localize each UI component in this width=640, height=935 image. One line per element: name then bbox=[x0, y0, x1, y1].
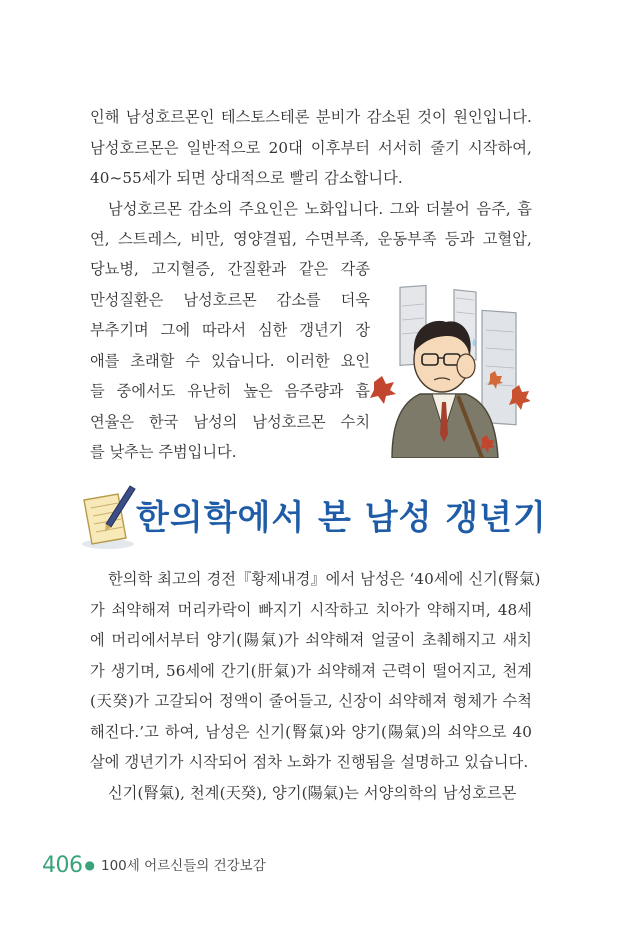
body-text-wrapped bbox=[90, 254, 370, 468]
text-line: 만성질환은 남성호르몬 감소를 더욱 bbox=[90, 290, 370, 309]
bullet-icon: ● bbox=[84, 858, 95, 872]
text-line: 에 머리에서부터 양기(陽氣)가 쇠약해져 얼굴이 초췌해지고 새치 bbox=[90, 631, 532, 649]
text-line: 연율은 한국 남성의 남성호르몬 수치 bbox=[90, 412, 370, 431]
text-line: 남성호르몬은 일반적으로 20대 이후부터 서서히 줄기 시작하여, bbox=[90, 138, 532, 157]
text-line: 남성호르몬 감소의 주요인은 노화입니다. 그와 더불어 음주, 흡 bbox=[108, 199, 532, 218]
text-line: 를 낮추는 주범입니다. bbox=[90, 443, 237, 461]
text-line: 40~55세가 되면 상대적으로 빨리 감소합니다. bbox=[90, 169, 403, 187]
text-line: 신기(腎氣), 천계(天癸), 양기(陽氣)는 서양의학의 남성호르몬 bbox=[108, 783, 517, 802]
notepad-pen-icon bbox=[78, 480, 140, 552]
text-line: 한의학 최고의 경전『황제내경』에서 남성은 ‘40세에 신기(腎氣) bbox=[108, 570, 541, 588]
page-number: 406 bbox=[42, 853, 83, 878]
text-line: (天癸)가 고갈되어 정액이 줄어들고, 신장이 쇠약해져 형체가 수척 bbox=[90, 692, 532, 710]
section-heading bbox=[78, 480, 548, 552]
text-line: 살에 갱년기가 시작되어 점차 노화가 진행됨을 설명하고 있습니다. bbox=[90, 753, 529, 771]
text-line: 당뇨병, 고지혈증, 간질환과 같은 각종 bbox=[90, 260, 370, 278]
text-line: 부추기며 그에 따라서 심한 갱년기 장 bbox=[90, 321, 370, 339]
text-line: 인해 남성호르몬인 테스토스테론 분비가 감소된 것이 원인입니다. bbox=[90, 108, 532, 126]
section-title: 한의학에서 본 남성 갱년기 bbox=[136, 498, 547, 538]
body-text-top bbox=[90, 102, 532, 255]
body-text-bottom bbox=[90, 564, 541, 808]
stressed-man-illustration bbox=[362, 262, 530, 458]
text-line: 들 중에서도 유난히 높은 음주량과 흡 bbox=[90, 382, 370, 400]
page-footer bbox=[42, 853, 266, 877]
text-line: 연, 스트레스, 비만, 영양결핍, 수면부족, 운동부족 등과 고혈압, bbox=[90, 230, 532, 248]
text-line: 해진다.’고 하여, 남성은 신기(腎氣)와 양기(陽氣)의 쇠약으로 40 bbox=[90, 722, 532, 741]
book-title: 100세 어르신들의 건강보감 bbox=[100, 858, 266, 874]
text-line: 가 쇠약해져 머리카락이 빠지기 시작하고 치아가 약해지며, 48세 bbox=[90, 600, 532, 619]
text-line: 가 생기며, 56세에 간기(肝氣)가 쇠약해져 근력이 떨어지고, 천계 bbox=[90, 661, 532, 680]
text-line: 애를 초래할 수 있습니다. 이러한 요인 bbox=[90, 351, 370, 370]
